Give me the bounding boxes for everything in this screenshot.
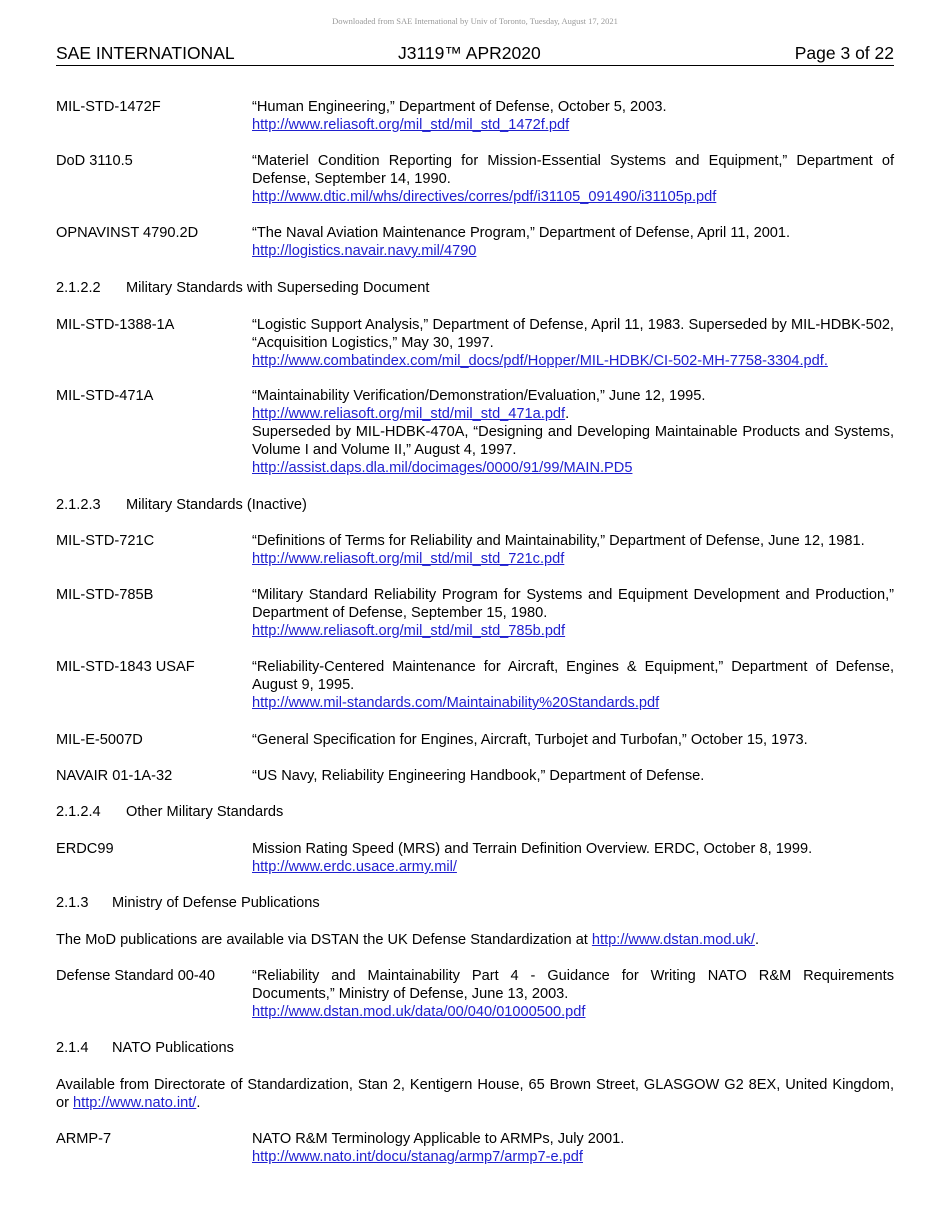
reference-code: ARMP-7 [56, 1131, 112, 1147]
section-number: 2.1.3 [56, 895, 89, 911]
reference-entry [56, 967, 894, 1021]
section-title: NATO Publications [112, 1040, 234, 1056]
header-document-id: J3119™ APR2020 [398, 43, 541, 63]
page-header [56, 43, 894, 66]
section-number: 2.1.4 [56, 1040, 89, 1056]
reference-description: NATO R&M Terminology Applicable to ARMPs, July 2001. [252, 1131, 625, 1147]
reference-description: “Maintainability Verification/Demonstration/Evaluation,” June 12, 1995. [252, 388, 706, 404]
reference-entry [56, 658, 894, 712]
reference-link[interactable]: http://www.combatindex.com/mil_docs/pdf/Hopper/MIL-HDBK/CI-502-MH-7758-3304.pdf. [252, 353, 828, 369]
reference-entry [56, 1130, 894, 1166]
section-title: Ministry of Defense Publications [112, 895, 320, 911]
reference-link[interactable]: http://www.dtic.mil/whs/directives/corres/pdf/i31105_091490/i31105p.pdf [252, 189, 717, 205]
reference-entry [56, 387, 894, 477]
reference-link[interactable]: http://www.erdc.usace.army.mil/ [252, 859, 457, 875]
reference-code: MIL-STD-1843 USAF [56, 659, 195, 675]
reference-code: NAVAIR 01-1A-32 [56, 768, 173, 784]
reference-description: Mission Rating Speed (MRS) and Terrain Definition Overview. ERDC, October 8, 1999. [252, 841, 813, 857]
reference-link[interactable]: http://assist.daps.dla.mil/docimages/0000/91/99/MAIN.PD5 [252, 460, 633, 476]
reference-entry [56, 98, 894, 134]
reference-description: “Reliability-Centered Maintenance for Aircraft, Engines & Equipment,” Department of Defense, August 9, 1995. [252, 659, 894, 693]
header-publisher: SAE INTERNATIONAL [56, 43, 235, 63]
section-heading [56, 1039, 234, 1057]
reference-entry [56, 767, 894, 785]
paragraph-suffix: . [754, 932, 760, 948]
section-title: Military Standards with Superseding Document [126, 280, 430, 296]
reference-entry [56, 224, 894, 260]
reference-description: “Definitions of Terms for Reliability and Maintainability,” Department of Defense, June 12, 1981. [252, 533, 865, 549]
reference-link[interactable]: http://www.reliasoft.org/mil_std/mil_std_471a.pdf [252, 406, 566, 422]
header-page-number: Page 3 of 22 [794, 43, 894, 63]
reference-link[interactable]: http://www.nato.int/docu/stanag/armp7/armp7-e.pdf [252, 1149, 583, 1165]
reference-entry [56, 316, 894, 370]
section-heading [56, 496, 307, 514]
reference-description: “Military Standard Reliability Program for Systems and Equipment Development and Production,” Department of Defense, September 15, 1980. [252, 587, 894, 621]
reference-link[interactable]: http://www.reliasoft.org/mil_std/mil_std_1472f.pdf [252, 117, 570, 133]
section-heading [56, 894, 320, 912]
section-heading [56, 279, 429, 297]
reference-code: ERDC99 [56, 841, 114, 857]
paragraph-suffix: . [196, 1095, 201, 1111]
link-suffix: . [565, 406, 570, 422]
reference-entry [56, 532, 894, 568]
reference-description: “Logistic Support Analysis,” Department of Defense, April 11, 1983. Superseded by MIL-HDBK-502, “Acquisition Logistics,” May 30, 1997. [252, 317, 894, 351]
reference-entry [56, 731, 894, 749]
section-title: Other Military Standards [126, 804, 284, 820]
reference-code: MIL-STD-721C [56, 533, 155, 549]
reference-superseded-note: Superseded by MIL-HDBK-470A, “Designing and Developing Maintainable Products and Systems, Volume I and Volume II,” August 4, 1997. [252, 424, 894, 458]
reference-description: “Reliability and Maintainability Part 4 - Guidance for Writing NATO R&M Requirements Documents,” Ministry of Defense, June 13, 2003. [252, 968, 894, 1002]
reference-description: “Human Engineering,” Department of Defense, October 5, 2003. [252, 99, 667, 115]
section-number: 2.1.2.2 [56, 280, 101, 296]
section-number: 2.1.2.3 [56, 497, 101, 513]
reference-code: MIL-STD-785B [56, 587, 154, 603]
section-heading [56, 803, 283, 821]
reference-link[interactable]: http://www.reliasoft.org/mil_std/mil_std_785b.pdf [252, 623, 566, 639]
reference-code: MIL-E-5007D [56, 732, 143, 748]
reference-entry [56, 586, 894, 640]
paragraph-text: The MoD publications are available via DSTAN the UK Defense Standardization at [56, 932, 592, 948]
reference-link[interactable]: http://www.reliasoft.org/mil_std/mil_std_721c.pdf [252, 551, 565, 567]
reference-code: Defense Standard 00-40 [56, 968, 216, 984]
download-watermark: Downloaded from SAE International by Univ of Toronto, Tuesday, August 17, 2021 [332, 16, 618, 26]
reference-description: “Materiel Condition Reporting for Mission-Essential Systems and Equipment,” Department of Defense, September 14, 1990. [252, 153, 894, 187]
reference-code: DoD 3110.5 [56, 153, 133, 169]
reference-entry [56, 840, 894, 876]
paragraph-text: Available from Directorate of Standardization, Stan 2, Kentigern House, 65 Brown Street, GLASGOW G2 8EX, United Kingdom, or [56, 1077, 894, 1111]
reference-description: “US Navy, Reliability Engineering Handbook,” Department of Defense. [252, 768, 705, 784]
mod-availability-paragraph [56, 931, 894, 949]
section-number: 2.1.2.4 [56, 804, 101, 820]
nato-availability-paragraph [56, 1076, 894, 1112]
section-title: Military Standards (Inactive) [126, 497, 307, 513]
reference-link[interactable]: http://www.mil-standards.com/Maintainability%20Standards.pdf [252, 695, 660, 711]
reference-link[interactable]: http://logistics.navair.navy.mil/4790 [252, 243, 477, 259]
dstan-link[interactable]: http://www.dstan.mod.uk/ [591, 932, 755, 948]
reference-link[interactable]: http://www.dstan.mod.uk/data/00/040/01000500.pdf [252, 1004, 586, 1020]
reference-code: MIL-STD-1388-1A [56, 317, 175, 333]
nato-link[interactable]: http://www.nato.int/ [73, 1095, 197, 1111]
reference-entry [56, 152, 894, 206]
reference-code: OPNAVINST 4790.2D [56, 225, 199, 241]
reference-code: MIL-STD-1472F [56, 99, 161, 115]
reference-code: MIL-STD-471A [56, 388, 154, 404]
reference-description: “General Specification for Engines, Aircraft, Turbojet and Turbofan,” October 15, 1973. [252, 732, 808, 748]
reference-description: “The Naval Aviation Maintenance Program,” Department of Defense, April 11, 2001. [252, 225, 791, 241]
